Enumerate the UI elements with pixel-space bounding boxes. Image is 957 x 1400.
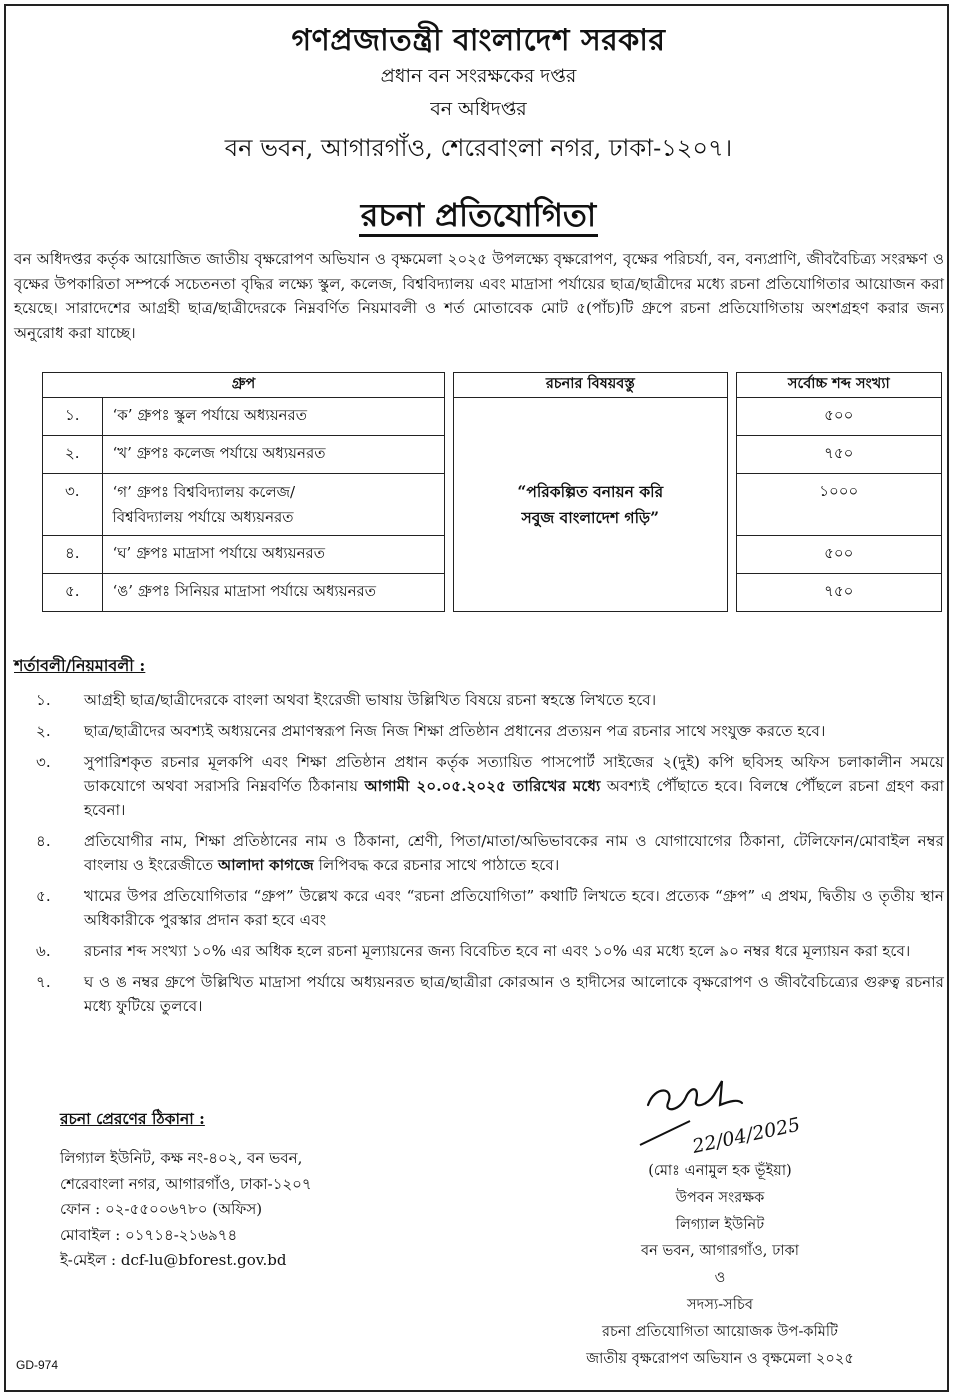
table-gap <box>727 398 736 436</box>
rule-item <box>14 884 944 932</box>
signatory-name: (মোঃ এনামুল হক ভূঁইয়া) <box>648 1162 792 1179</box>
row-serial: ৩. <box>43 474 103 536</box>
separate-paper-text: আলাদা কাগজে <box>218 856 314 874</box>
submission-address <box>60 1146 312 1274</box>
rule-item <box>14 939 944 963</box>
rule-number: ৫. <box>36 887 51 905</box>
table-gap <box>727 536 736 574</box>
rule-item <box>14 829 944 877</box>
address-line1: লিগ্যাল ইউনিট, কক্ষ নং-৪০২, বন ভবন, <box>60 1149 303 1167</box>
row-words: ৭৫০ <box>736 436 941 474</box>
table-row <box>43 398 942 436</box>
address-phone: ফোন : ০২-৫৫০০৬৭৮০ (অফিস) <box>60 1200 263 1218</box>
handwritten-signature <box>630 1075 850 1165</box>
row-words: ৫০০ <box>736 398 941 436</box>
table-gap <box>444 398 453 436</box>
signatory-committee: রচনা প্রতিযোগিতা আয়োজক উপ-কমিটি <box>601 1322 838 1340</box>
rule-text: আগ্রহী ছাত্র/ছাত্রীদেরকে বাংলা অথবা ইংরেজী ভাষায় উল্লিখিত বিষয়ে রচনা স্বহস্তে লিখতে হবে। <box>84 691 657 709</box>
address-heading: রচনা প্রেরণের ঠিকানা : <box>60 1109 205 1128</box>
rule-text: রচনার শব্দ সংখ্যা ১০% এর অধিক হলে রচনা মূল্যায়নের জন্য বিবেচিত হবে না এবং ১০% এর মধ্যে হলে ৯০ নম্বর ধরে মূল্যায়ন করা হবে। <box>84 942 911 960</box>
address-mobile: মোবাইল : ০১৭১৪-২১৬৯৭৪ <box>60 1225 238 1244</box>
row-words: ১০০০ <box>736 474 941 536</box>
office-address: বন ভবন, আগারগাঁও, শেরেবাংলা নগর, ঢাকা-১২০৭। <box>224 134 733 162</box>
table-gap <box>727 474 736 536</box>
intro-paragraph: বন অধিদপ্তর কর্তৃক আয়োজিত জাতীয় বৃক্ষরোপণ অভিযান ও বৃক্ষমেলা ২০২৫ উপলক্ষ্যে বৃক্ষরোপণ, বৃক্ষের পরিচর্যা, বন, বন্যপ্রাণি, জীববৈচিত্র্য সংরক্ষণ ও বৃক্ষের উপকারিতা সম্পর্কে সচেতনতা বৃদ্ধির লক্ষ্যে স্কুল, কলেজ, বিশ্ববিদ্যালয় এবং মাদ্রাসা পর্যায়ের ছাত্র/ছাত্রীদের মধ্যে রচনা প্রতিযোগিতার আয়োজন করা হয়েছে। সারাদেশের আগ্রহী ছাত্র/ছাত্রীদেরকে নিম্নবর্ণিত নিয়মাবলী ও শর্ত মোতাবেক মোট ৫(পাঁচ)টি গ্রুপে রচনা প্রতিযোগিতায় অংশগ্রহণ করার জন্য অনুরোধ করা যাচ্ছে। <box>14 250 944 342</box>
row-group: ‘ক’ গ্রুপঃ স্কুল পর্যায়ে অধ্যয়নরত <box>102 398 444 436</box>
essay-topic-line2: সবুজ বাংলাদেশ গড়ি” <box>521 507 660 527</box>
col-words-header: সর্বোচ্চ শব্দ সংখ্যা <box>736 373 941 398</box>
rule-item <box>14 719 944 743</box>
rule-number: ২. <box>36 722 51 740</box>
rule-item <box>14 688 944 712</box>
rules-heading: শর্তাবলী/নিয়মাবলী : <box>14 656 146 675</box>
signatory-designation: উপবন সংরক্ষক <box>675 1188 765 1206</box>
rule-text: লিপিবদ্ধ করে রচনার সাথে পাঠাতে হবে। <box>313 856 560 874</box>
row-group <box>102 474 444 536</box>
row-group: ‘খ’ গ্রুপঃ কলেজ পর্যায়ে অধ্যয়নরত <box>102 436 444 474</box>
col-topic-header: রচনার বিষয়বস্তু <box>453 373 727 398</box>
row-group: ‘ঘ’ গ্রুপঃ মাদ্রাসা পর্যায়ে অধ্যয়নরত <box>102 536 444 574</box>
handwritten-date: 22/04/2025 <box>690 1113 803 1158</box>
address-line2: শেরেবাংলা নগর, আগারগাঁও, ঢাকা-১২০৭ <box>60 1174 312 1193</box>
rule-text: সুপারিশকৃত রচনার মূলকপি এবং শিক্ষা প্রতিষ্ঠান প্রধান কর্তৃক সত্যায়িত পাসপোর্ট সাইজের ২(দুই) কপি ছবিসহ অফিস চলাকালীন সময়ে ডাকযোগে অথবা সরাসরি নিম্নবর্ণিত ঠিকানায় <box>84 753 944 795</box>
signature-block <box>540 1158 900 1372</box>
table-gap <box>444 436 453 474</box>
essay-topic-cell <box>453 398 727 612</box>
rule-text: ছাত্র/ছাত্রীদের অবশ্যই অধ্যয়নের প্রমাণস্বরূপ নিজ নিজ শিক্ষা প্রতিষ্ঠান প্রধানের প্রত্যয়ন পত্র রচনার সাথে সংযুক্ত করতে হবে। <box>84 722 826 740</box>
rule-text: অবশ্যই পৌঁছাতে হবে। বিলম্বে পৌঁছলে রচনা গ্রহণ করা হবেনা। <box>84 777 944 819</box>
rule-item <box>14 750 944 822</box>
signatory-unit: লিগ্যাল ইউনিট <box>675 1215 765 1233</box>
table-gap <box>444 536 453 574</box>
office-name: প্রধান বন সংরক্ষকের দপ্তর <box>380 65 577 87</box>
row-group-line1: ‘গ’ গ্রুপঃ বিশ্ববিদ্যালয় কলেজ/ <box>112 482 296 501</box>
deadline-text: আগামী ২০.০৫.২০২৫ তারিখের মধ্যে <box>364 777 601 795</box>
rule-number: ৪. <box>36 832 51 850</box>
signatory-and: ও <box>714 1269 726 1287</box>
table-gap <box>727 373 736 398</box>
notice-title <box>0 190 957 244</box>
table-gap <box>444 474 453 536</box>
rule-text: খামের উপর প্রতিযোগিতার “গ্রুপ” উল্লেখ করে এবং “রচনা প্রতিযোগিতা” কথাটি লিখতে হবে। প্রত্যেক “গ্রুপ” এ প্রথম, দ্বিতীয় ও তৃতীয় স্থান অধিকারীকে পুরস্কার প্রদান করা হবে এবং <box>84 887 944 929</box>
essay-topic-line1: “পরিকল্পিত বনায়ন করি <box>517 481 664 501</box>
table-gap <box>727 574 736 612</box>
rule-number: ৬. <box>36 942 51 960</box>
row-words: ৫০০ <box>736 536 941 574</box>
department-name: বন অধিদপ্তর <box>430 98 527 120</box>
row-serial: ২. <box>43 436 103 474</box>
table-header-row <box>43 373 942 398</box>
rule-number: ১. <box>36 691 51 709</box>
table-gap <box>444 373 453 398</box>
rule-text: ঘ ও ঙ নম্বর গ্রুপে উল্লিখিত মাদ্রাসা পর্যায়ে অধ্যয়নরত ছাত্র/ছাত্রীরা কোরআন ও হাদীসের আলোকে বৃক্ষরোপণ ও জীববৈচিত্র্যের গুরুত্ব রচনার মধ্যে ফুটিয়ে তুলবে। <box>84 973 944 1015</box>
group-table <box>42 372 942 612</box>
table-gap <box>727 436 736 474</box>
footer-code: GD-974 <box>16 1358 59 1372</box>
row-serial: ৪. <box>43 536 103 574</box>
signatory-office: বন ভবন, আগারগাঁও, ঢাকা <box>640 1242 800 1260</box>
rules-list <box>14 688 944 1025</box>
row-group: ‘ঙ’ গ্রুপঃ সিনিয়র মাদ্রাসা পর্যায়ে অধ্যয়নরত <box>102 574 444 612</box>
rule-item <box>14 970 944 1018</box>
address-email: ই-মেইল : dcf-lu@bforest.gov.bd <box>60 1251 287 1269</box>
row-group-line2: বিশ্ববিদ্যালয় পর্যায়ে অধ্যয়নরত <box>112 507 294 526</box>
government-title: গণপ্রজাতন্ত্রী বাংলাদেশ সরকার <box>291 23 666 58</box>
row-serial: ১. <box>43 398 103 436</box>
signatory-role: সদস্য-সচিব <box>687 1295 753 1313</box>
row-words: ৭৫০ <box>736 574 941 612</box>
notice-title-text: রচনা প্রতিযোগিতা <box>359 196 598 237</box>
rule-number: ৭. <box>36 973 51 991</box>
row-serial: ৫. <box>43 574 103 612</box>
rule-text: প্রতিযোগীর নাম, শিক্ষা প্রতিষ্ঠানের নাম ও ঠিকানা, শ্রেণী, পিতা/মাতা/অভিভাবকের নাম ও যোগাযোগের ঠিকানা, টেলিফোন/মোবাইল নম্বর বাংলায় ও ইংরেজীতে <box>84 832 944 874</box>
table-gap <box>444 574 453 612</box>
col-group-header: গ্রুপ <box>43 373 445 398</box>
signatory-event: জাতীয় বৃক্ষরোপণ অভিযান ও বৃক্ষমেলা ২০২৫ <box>586 1349 854 1367</box>
rule-number: ৩. <box>36 753 51 771</box>
